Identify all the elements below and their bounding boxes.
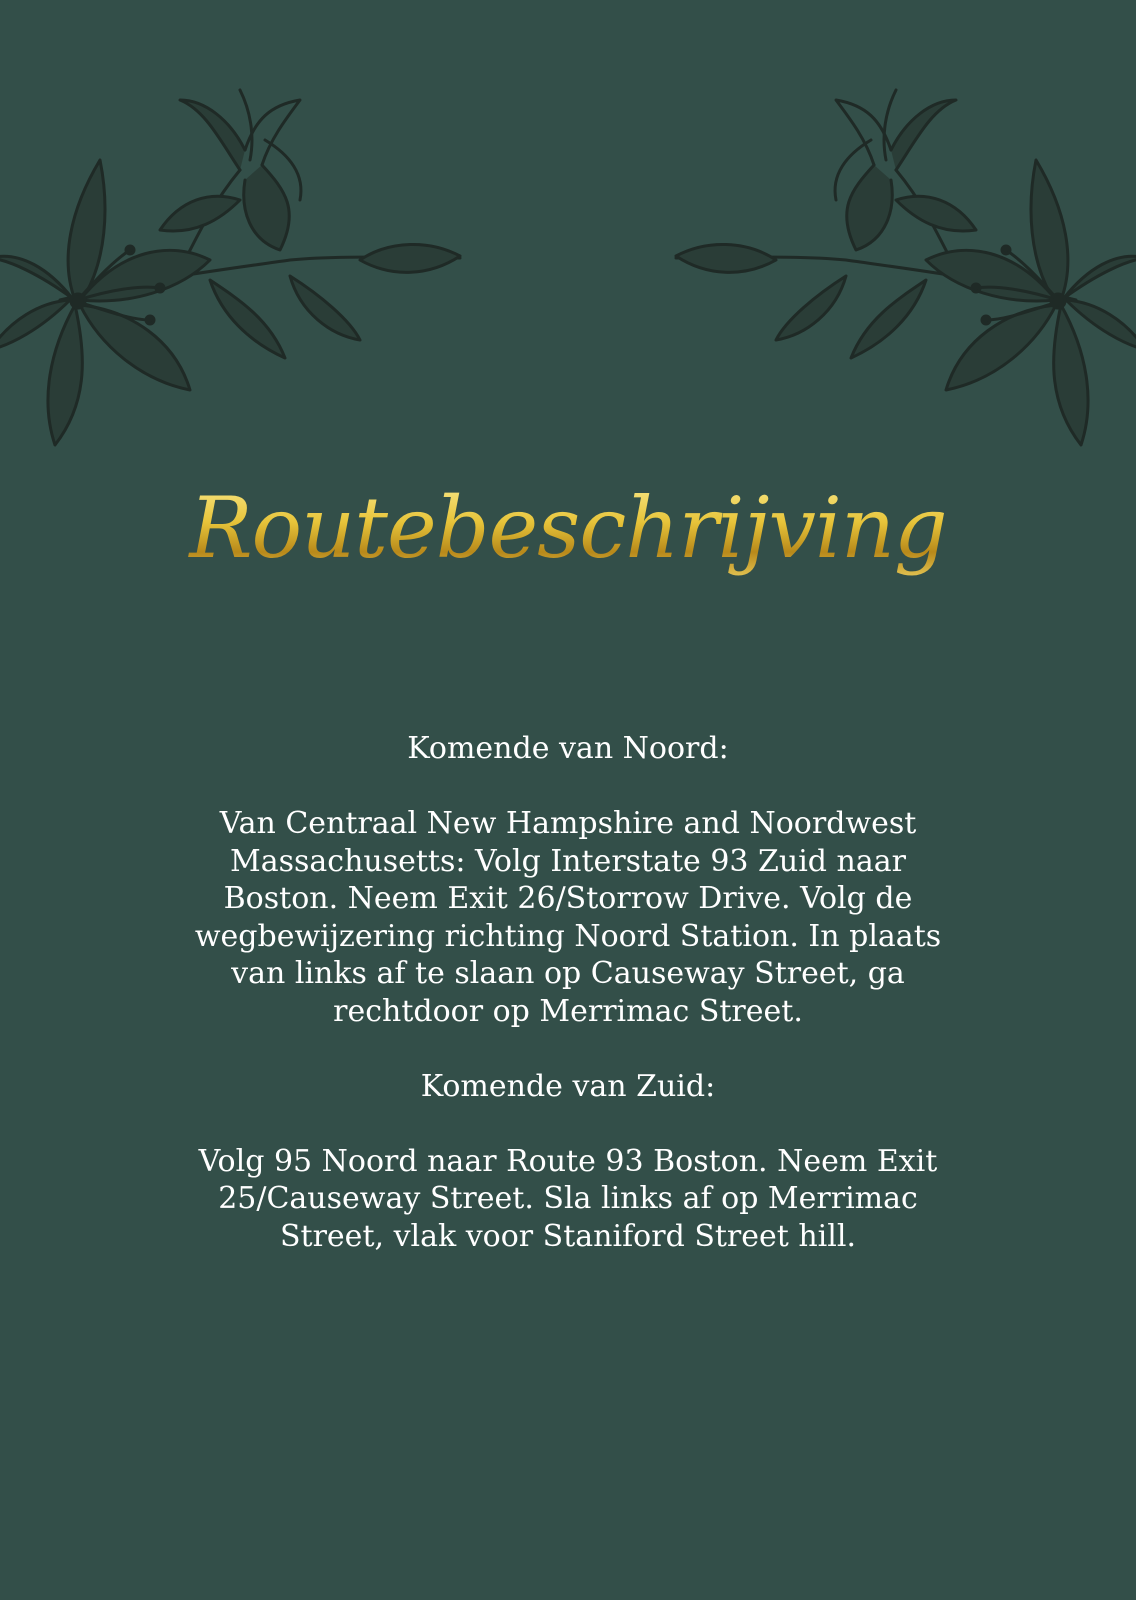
spacer xyxy=(190,768,946,806)
section-text-south: Volg 95 Noord naar Route 93 Boston. Neem Exit 25/Causeway Street. Sla links af op Merrimac Street, vlak voor Staniford Street hill. xyxy=(198,1143,938,1254)
directions-body xyxy=(190,730,946,1255)
lily-flower-icon xyxy=(0,80,470,460)
section-heading-north: Komende van Noord: xyxy=(407,731,729,766)
lily-flower-icon xyxy=(666,80,1136,460)
spacer xyxy=(190,1030,946,1068)
section-text-north: Van Centraal New Hampshire and Noordwest Massachusetts: Volg Interstate 93 Zuid naar Boston. Neem Exit 26/Storrow Drive. Volg de wegbewijzering richting Noord Station. In plaats van links af te slaan op Causeway Street, ga rechtdoor op Merrimac Street. xyxy=(194,806,942,1029)
spacer xyxy=(190,1105,946,1143)
section-heading-south: Komende van Zuid: xyxy=(420,1068,716,1104)
page-title: Routebeschrijving xyxy=(0,468,1136,588)
